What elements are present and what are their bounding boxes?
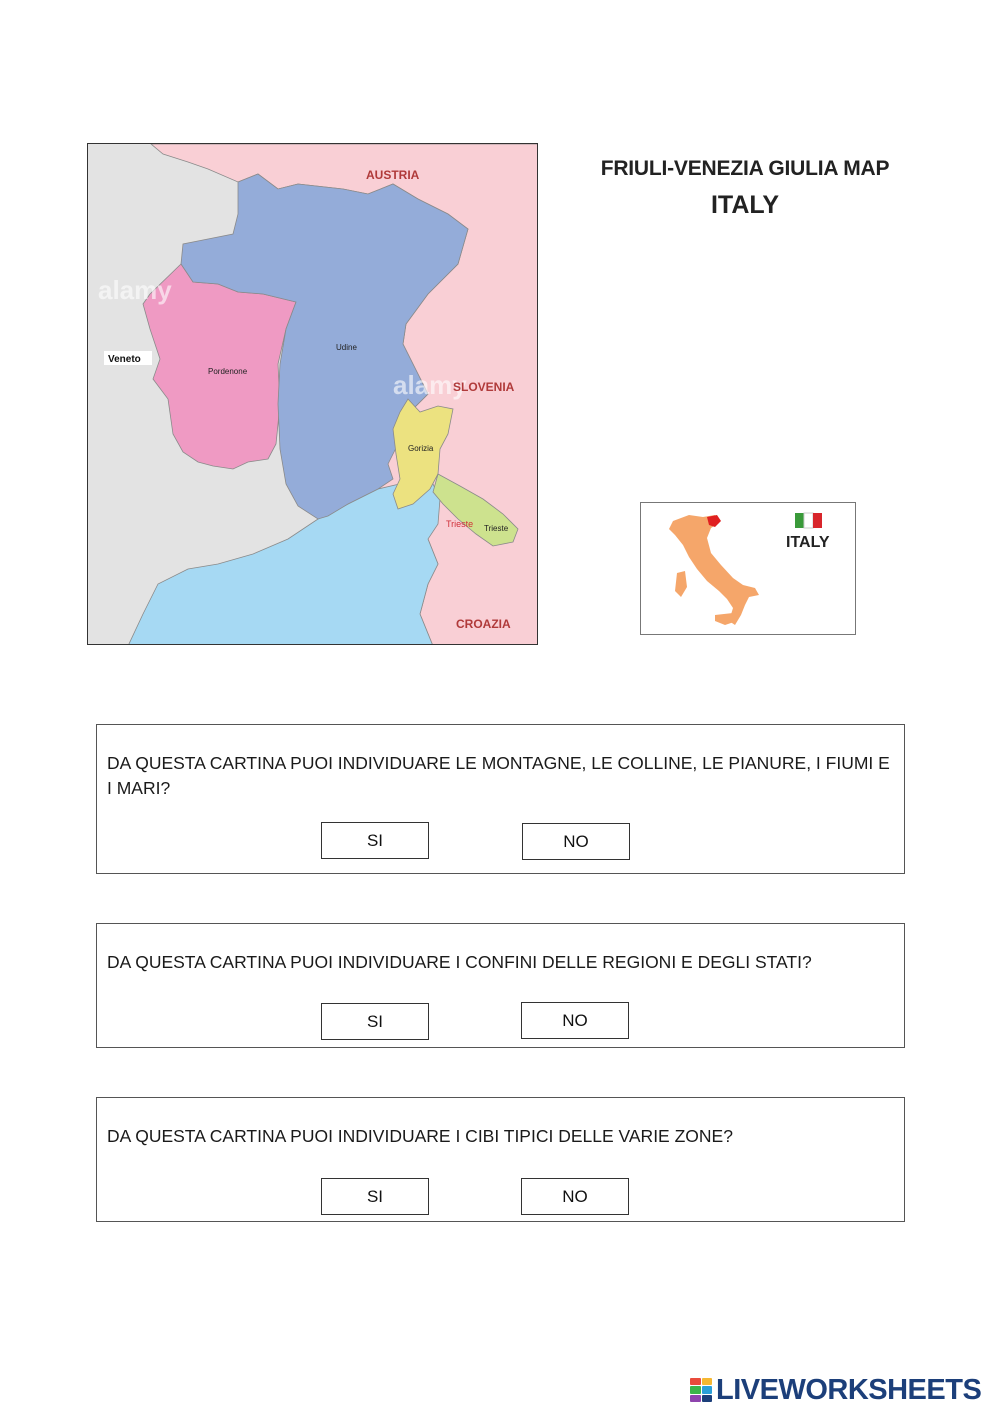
- italy-inset-svg: [641, 503, 854, 633]
- brand-wordmark: LIVEWORKSHEETS: [716, 1373, 982, 1406]
- answer-no-button[interactable]: NO: [522, 823, 630, 860]
- map-title-line1: FRIULI-VENEZIA GIULIA MAP: [600, 157, 890, 180]
- label-veneto: Veneto: [108, 354, 141, 365]
- label-croazia: CROAZIA: [456, 617, 511, 631]
- question-text: DA QUESTA CARTINA PUOI INDIVIDUARE I CIBI TIPICI DELLE VARIE ZONE?: [107, 1126, 733, 1146]
- inset-label: ITALY: [786, 534, 830, 551]
- flag-white: [804, 513, 813, 528]
- flag-green: [795, 513, 804, 528]
- answer-yes-button[interactable]: SI: [321, 822, 429, 859]
- label-trieste-region: Trieste: [484, 524, 509, 533]
- label-austria: AUSTRIA: [366, 168, 420, 182]
- liveworksheets-logo-icon: [690, 1378, 712, 1402]
- label-gorizia: Gorizia: [408, 444, 434, 453]
- map-title: [560, 157, 930, 220]
- label-pordenone: Pordenone: [208, 367, 248, 376]
- watermark: alamy: [393, 370, 467, 400]
- watermark: alamy: [98, 275, 172, 305]
- answer-no-button[interactable]: NO: [521, 1002, 629, 1039]
- italy-inset: [640, 502, 856, 635]
- flag-red: [813, 513, 822, 528]
- question-box-3: [96, 1097, 905, 1222]
- question-box-2: [96, 923, 905, 1048]
- italy-silhouette: [669, 515, 759, 625]
- label-slovenia: SLOVENIA: [453, 380, 515, 394]
- friuli-map: [87, 143, 538, 645]
- map-svg: [88, 144, 538, 645]
- liveworksheets-brand: [690, 1372, 981, 1408]
- label-udine: Udine: [336, 343, 357, 352]
- italy-sardinia: [675, 571, 687, 597]
- answer-yes-button[interactable]: SI: [321, 1178, 429, 1215]
- question-box-1: [96, 724, 905, 874]
- label-trieste-city: Trieste: [446, 519, 474, 529]
- map-region-sea: [128, 482, 440, 645]
- answer-yes-button[interactable]: SI: [321, 1003, 429, 1040]
- answer-no-button[interactable]: NO: [521, 1178, 629, 1215]
- question-text: DA QUESTA CARTINA PUOI INDIVIDUARE I CONFINI DELLE REGIONI E DEGLI STATI?: [107, 952, 812, 972]
- question-text: DA QUESTA CARTINA PUOI INDIVIDUARE LE MONTAGNE, LE COLLINE, LE PIANURE, I FIUMI E I MARI?: [107, 753, 890, 798]
- map-title-line2: ITALY: [710, 191, 780, 219]
